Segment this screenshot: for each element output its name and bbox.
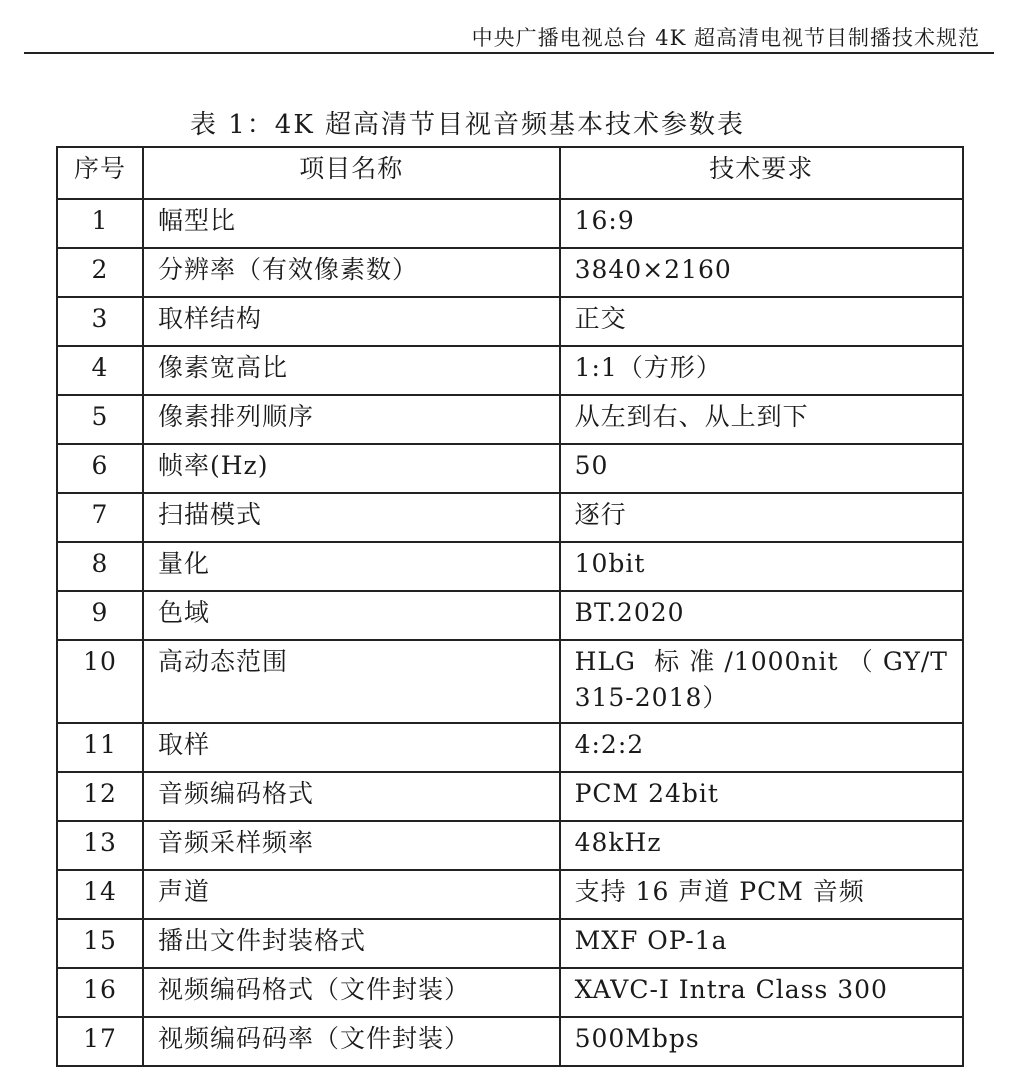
row-item: 音频编码格式 [143, 772, 560, 821]
table-row [57, 591, 963, 640]
table-row [57, 1017, 963, 1066]
row-index: 8 [57, 542, 143, 591]
row-index: 10 [57, 640, 143, 723]
row-item: 声道 [143, 870, 560, 919]
row-requirement: XAVC-I Intra Class 300 [560, 968, 963, 1017]
row-index: 3 [57, 297, 143, 346]
row-requirement: 1:1（方形） [560, 346, 963, 395]
row-item: 像素排列顺序 [143, 395, 560, 444]
row-index: 11 [57, 723, 143, 772]
table-row [57, 493, 963, 542]
row-item: 视频编码格式（文件封装） [143, 968, 560, 1017]
table-header-row [57, 147, 963, 199]
row-requirement: 4:2:2 [560, 723, 963, 772]
row-index: 9 [57, 591, 143, 640]
row-item: 像素宽高比 [143, 346, 560, 395]
row-item: 帧率(Hz) [143, 444, 560, 493]
table-row [57, 346, 963, 395]
table-row [57, 870, 963, 919]
table-row [57, 444, 963, 493]
column-header-index: 序号 [57, 147, 143, 199]
row-requirement: 从左到右、从上到下 [560, 395, 963, 444]
row-item: 量化 [143, 542, 560, 591]
row-item: 取样结构 [143, 297, 560, 346]
row-requirement: 正交 [560, 297, 963, 346]
table-row [57, 772, 963, 821]
row-index: 17 [57, 1017, 143, 1066]
row-requirement: 500Mbps [560, 1017, 963, 1066]
row-requirement: 50 [560, 444, 963, 493]
table-row [57, 968, 963, 1017]
row-item: 音频采样频率 [143, 821, 560, 870]
row-index: 14 [57, 870, 143, 919]
row-item: 播出文件封装格式 [143, 919, 560, 968]
table-row [57, 723, 963, 772]
table-row [57, 395, 963, 444]
table-row [57, 542, 963, 591]
row-item: 色域 [143, 591, 560, 640]
row-index: 13 [57, 821, 143, 870]
running-title: 中央广播电视总台 4K 超高清电视节目制播技术规范 [471, 26, 980, 50]
table-row [57, 821, 963, 870]
row-item: 视频编码码率（文件封装） [143, 1017, 560, 1066]
table-row [57, 248, 963, 297]
row-index: 1 [57, 199, 143, 248]
page-header [24, 0, 994, 54]
row-requirement: BT.2020 [560, 591, 963, 640]
column-header-item: 项目名称 [143, 147, 560, 199]
row-requirement: 逐行 [560, 493, 963, 542]
spec-table [56, 146, 964, 1067]
row-index: 15 [57, 919, 143, 968]
row-item: 取样 [143, 723, 560, 772]
row-requirement: 10bit [560, 542, 963, 591]
row-index: 6 [57, 444, 143, 493]
row-item: 高动态范围 [143, 640, 560, 723]
row-index: 4 [57, 346, 143, 395]
table-row [57, 640, 963, 723]
row-index: 16 [57, 968, 143, 1017]
table-row [57, 919, 963, 968]
row-item: 分辨率（有效像素数） [143, 248, 560, 297]
row-requirement: 支持 16 声道 PCM 音频 [560, 870, 963, 919]
table-caption: 表 1：4K 超高清节目视音频基本技术参数表 [190, 110, 746, 140]
column-header-requirement: 技术要求 [560, 147, 963, 199]
row-index: 2 [57, 248, 143, 297]
row-requirement: 16:9 [560, 199, 963, 248]
row-requirement: 3840×2160 [560, 248, 963, 297]
row-item: 扫描模式 [143, 493, 560, 542]
row-requirement: PCM 24bit [560, 772, 963, 821]
row-index: 7 [57, 493, 143, 542]
row-requirement: MXF OP-1a [560, 919, 963, 968]
row-index: 12 [57, 772, 143, 821]
table-row [57, 297, 963, 346]
table-row [57, 199, 963, 248]
row-requirement: 48kHz [560, 821, 963, 870]
row-requirement: HLG 标准/1000nit（GY/T 315-2018） [560, 640, 963, 723]
row-item: 幅型比 [143, 199, 560, 248]
row-index: 5 [57, 395, 143, 444]
